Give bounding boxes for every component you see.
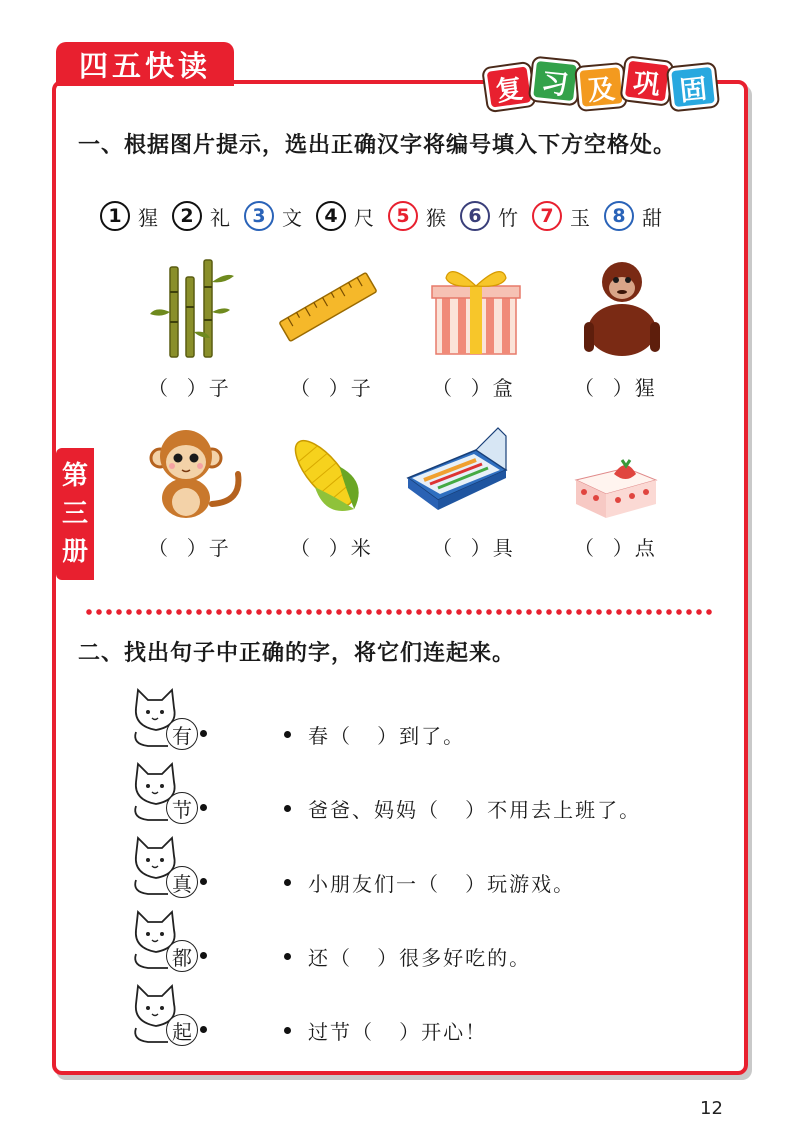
badge-ji: 及 [576,64,625,110]
connect-dot[interactable] [200,878,207,885]
volume-tab-char: 第 [61,461,88,491]
option-item [172,201,236,231]
option-char: 文 [282,205,302,230]
bamboo-icon [140,252,240,362]
connect-dot[interactable] [200,804,207,811]
option-number: 4 [316,201,346,231]
cat-card[interactable] [128,834,208,902]
connect-dot[interactable] [284,805,291,812]
option-number: 5 [388,201,418,231]
answer-char: 有 [166,718,198,750]
connect-dot[interactable] [200,730,207,737]
option-number: 3 [244,201,274,231]
fill-blank-label: （ ）子 [290,376,373,400]
ruler-icon [278,252,378,362]
connect-dot[interactable] [284,953,291,960]
cat-card[interactable] [128,760,208,828]
corn-icon [274,418,374,528]
sentence-text: 爸爸、妈妈（ ）不用去上班了。 [308,798,642,822]
badge-fu: 复 [483,63,534,111]
badge-gu: 固 [668,64,718,111]
option-char: 竹 [498,205,518,230]
fill-blank-label: （ ）盒 [432,376,515,400]
connect-dot[interactable] [200,1026,207,1033]
connect-dot[interactable] [284,731,291,738]
badge-xi: 习 [530,58,580,105]
cat-card[interactable] [128,908,208,976]
option-char: 礼 [210,205,230,230]
option-item [460,201,524,231]
option-number: 8 [604,201,634,231]
review-badges [480,56,720,110]
monkey-icon [142,418,242,528]
volume-tab-char: 三 [61,499,88,529]
answer-char: 都 [166,940,198,972]
connect-dot[interactable] [200,952,207,959]
option-number: 2 [172,201,202,231]
option-list [100,196,700,236]
fill-blank-label: （ ）米 [290,536,373,560]
cat-card[interactable] [128,982,208,1050]
option-char: 猩 [138,205,158,230]
option-char: 尺 [354,205,374,230]
section2-title: 二、找出句子中正确的字，将它们连起来。 [78,641,516,666]
brand-tab: 四五快读 [56,42,234,86]
option-item [100,201,164,231]
option-item [388,201,452,231]
cat-card[interactable] [128,686,208,754]
fill-blank-label: （ ）子 [148,376,231,400]
volume-tab [56,448,94,580]
pencil-case-icon [402,418,502,528]
badge-gong: 巩 [622,57,673,104]
gorilla-icon [572,252,672,362]
gift-box-icon [426,252,526,362]
sentence-text: 过节（ ）开心！ [308,1020,488,1044]
option-char: 玉 [570,205,590,230]
option-item [244,201,308,231]
option-item [604,201,668,231]
option-char: 甜 [642,205,662,230]
answer-char: 节 [166,792,198,824]
connect-dot[interactable] [284,879,291,886]
volume-tab-char: 册 [61,537,88,567]
sentence-text: 春（ ）到了。 [308,724,466,748]
dotted-divider [84,608,716,616]
fill-blank-label: （ ）猩 [574,376,657,400]
answer-char: 真 [166,866,198,898]
fill-blank-label: （ ）子 [148,536,231,560]
fill-blank-label: （ ）具 [432,536,515,560]
option-item [532,201,596,231]
answer-char: 起 [166,1014,198,1046]
option-number: 7 [532,201,562,231]
sentence-text: 小朋友们一（ ）玩游戏。 [308,872,576,896]
option-number: 6 [460,201,490,231]
fill-blank-label: （ ）点 [574,536,657,560]
option-number: 1 [100,201,130,231]
page-number: 12 [700,1098,723,1119]
option-item [316,201,380,231]
option-char: 猴 [426,205,446,230]
cake-icon [566,418,666,528]
sentence-text: 还（ ）很多好吃的。 [308,946,532,970]
section1-title: 一、根据图片提示，选出正确汉字将编号填入下方空格处。 [78,133,677,158]
connect-dot[interactable] [284,1027,291,1034]
